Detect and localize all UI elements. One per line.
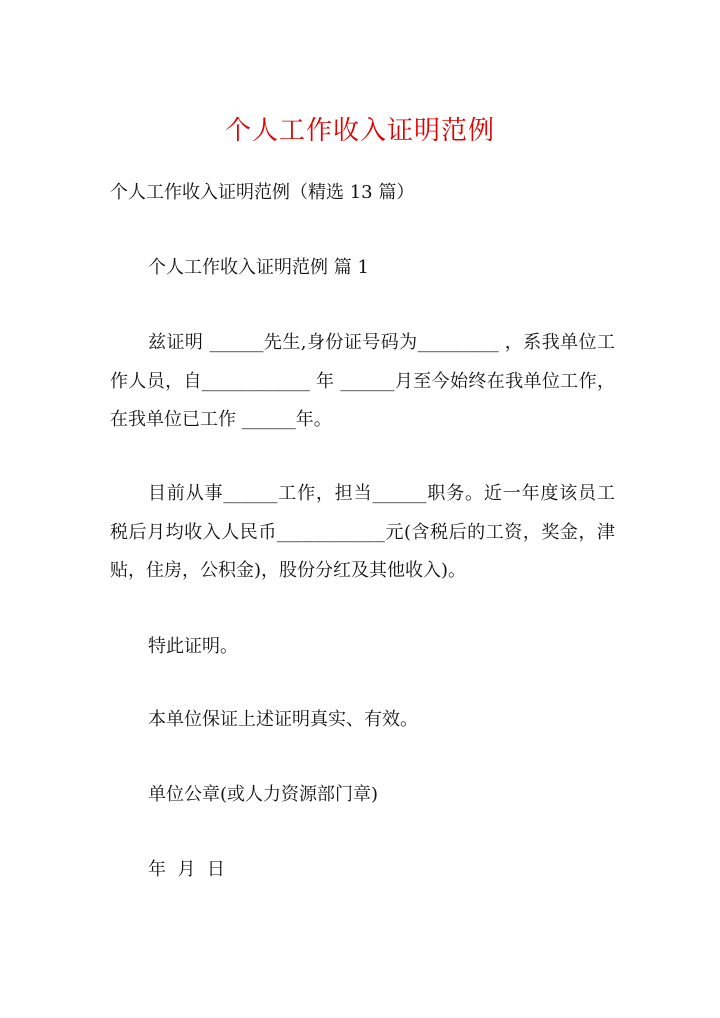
certify-statement: 特此证明。	[148, 636, 238, 657]
section-heading: 个人工作收入证明范例 篇 1	[148, 257, 369, 278]
paragraph-income: 目前从事______工作，担当______职务。近一年度该员工税后月均收入人民币____________元(含税后的工资，奖金，津贴，住房，公积金)，股份分红及其他收入)。	[110, 483, 615, 581]
guarantee-statement: 本单位保证上述证明真实、有效。	[148, 709, 418, 730]
document-title: 个人工作收入证明范例	[224, 116, 495, 146]
seal-line: 单位公章(或人力资源部门章)	[148, 784, 379, 805]
paragraph-employment: 兹证明 ______先生,身份证号码为_________ ，系我单位工作人员，自____________ 年 ______月至今始终在我单位工作，在我单位已工作 ______年。	[110, 332, 615, 430]
date-line: 年 月 日	[148, 859, 225, 880]
document-subtitle: 个人工作收入证明范例（精选 13 篇）	[110, 182, 415, 203]
